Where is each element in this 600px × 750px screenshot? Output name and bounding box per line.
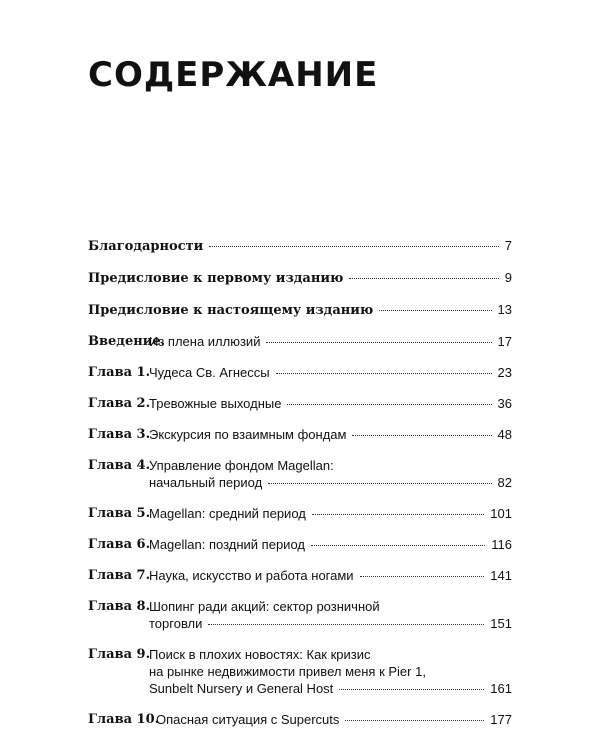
toc-page-number: 48 xyxy=(497,427,512,442)
toc-page-number: 17 xyxy=(497,334,512,349)
toc-entry-body xyxy=(149,505,512,522)
toc-entry-line xyxy=(149,646,512,663)
toc-entry-label: Глава 7. xyxy=(88,568,151,583)
dot-leader xyxy=(312,513,484,515)
page-title: СОДЕРЖАНИЕ xyxy=(88,55,379,95)
toc-entry-line xyxy=(149,615,512,632)
toc-entry xyxy=(88,598,512,632)
toc-entry-line xyxy=(149,333,512,350)
toc-entry xyxy=(88,333,512,350)
toc-entry-label: Глава 9. xyxy=(88,647,151,662)
dot-leader xyxy=(268,482,491,484)
toc-entry-line xyxy=(88,237,512,255)
toc-entry-line xyxy=(149,680,512,697)
toc-entry-label: Глава 3. xyxy=(88,427,151,442)
toc-entry-title: Управление фондом Magellan: xyxy=(149,458,334,473)
toc-entry xyxy=(88,646,512,697)
toc-entry-body xyxy=(149,333,512,350)
toc-entry-title: торговли xyxy=(149,616,203,631)
toc-page-number: 141 xyxy=(490,568,512,583)
dot-leader xyxy=(209,245,498,247)
toc-page-number: 7 xyxy=(504,238,512,253)
dot-leader xyxy=(339,688,484,690)
toc-page-number: 9 xyxy=(504,270,512,285)
toc-entry-title: Экскурсия по взаимным фондам xyxy=(149,427,347,442)
toc-entry-body xyxy=(149,536,512,553)
toc-entry-line xyxy=(149,536,512,553)
toc-entry-body xyxy=(149,395,512,412)
toc-entry-body xyxy=(88,237,512,255)
toc-entry-label: Введение. xyxy=(88,334,166,349)
toc-entry xyxy=(88,426,512,443)
toc-entry-title: начальный период xyxy=(149,475,263,490)
toc-entry-body xyxy=(149,598,512,632)
toc-entry-line xyxy=(149,457,512,474)
table-of-contents xyxy=(88,237,512,742)
dot-leader xyxy=(379,309,491,311)
toc-entry-line xyxy=(149,364,512,381)
toc-entry-line xyxy=(149,395,512,412)
toc-entry-title: Чудеса Св. Агнессы xyxy=(149,365,270,380)
dot-leader xyxy=(360,575,485,577)
toc-entry-title: Тревожные выходные xyxy=(149,396,282,411)
toc-entry-title: Из плена иллюзий xyxy=(149,334,261,349)
toc-entry xyxy=(88,711,512,728)
toc-entry-line xyxy=(156,711,512,728)
toc-entry-title: на рынке недвижимости привел меня к Pier 1, xyxy=(149,664,426,679)
toc-entry xyxy=(88,364,512,381)
dot-leader xyxy=(208,623,484,625)
toc-entry-body xyxy=(156,711,512,728)
toc-entry xyxy=(88,269,512,287)
toc-entry-body xyxy=(149,426,512,443)
toc-entry-body xyxy=(88,301,512,319)
dot-leader xyxy=(266,341,491,343)
toc-entry-label: Глава 4. xyxy=(88,458,151,473)
toc-entry-line xyxy=(149,505,512,522)
toc-page-number: 151 xyxy=(490,616,512,631)
toc-entry xyxy=(88,395,512,412)
toc-entry xyxy=(88,237,512,255)
dot-leader xyxy=(352,434,491,436)
toc-entry-label: Глава 5. xyxy=(88,506,151,521)
toc-entry-title: Благодарности xyxy=(88,239,204,254)
toc-entry xyxy=(88,567,512,584)
toc-entry-title: Предисловие к настоящему изданию xyxy=(88,303,374,318)
dot-leader xyxy=(287,403,491,405)
toc-entry-body xyxy=(88,269,512,287)
toc-page-number: 177 xyxy=(490,712,512,727)
toc-entry-line xyxy=(88,301,512,319)
dot-leader xyxy=(311,544,485,546)
toc-entry-body xyxy=(149,646,512,697)
toc-entry-title: Поиск в плохих новостях: Как кризис xyxy=(149,647,371,662)
toc-entry-title: Предисловие к первому изданию xyxy=(88,271,344,286)
toc-entry-body xyxy=(149,457,512,491)
toc-entry-line xyxy=(149,426,512,443)
toc-entry-label: Глава 2. xyxy=(88,396,151,411)
toc-entry-body xyxy=(149,567,512,584)
toc-page-number: 82 xyxy=(497,475,512,490)
toc-entry-title: Sunbelt Nursery и General Host xyxy=(149,681,334,696)
toc-page-number: 23 xyxy=(497,365,512,380)
toc-entry-title: Magellan: средний период xyxy=(149,506,306,521)
toc-page-number: 36 xyxy=(497,396,512,411)
dot-leader xyxy=(349,277,498,279)
toc-entry-label: Глава 1. xyxy=(88,365,151,380)
toc-page-number: 13 xyxy=(497,302,512,317)
toc-entry-title: Опасная ситуация с Supercuts xyxy=(156,712,340,727)
toc-entry-line xyxy=(149,663,512,680)
toc-entry-line xyxy=(149,598,512,615)
toc-entry-body xyxy=(149,364,512,381)
toc-entry-line xyxy=(88,269,512,287)
toc-page-number: 161 xyxy=(490,681,512,696)
toc-page-number: 101 xyxy=(490,506,512,521)
toc-entry xyxy=(88,505,512,522)
toc-entry-line xyxy=(149,567,512,584)
toc-entry-label: Глава 8. xyxy=(88,599,151,614)
toc-entry-title: Наука, искусство и работа ногами xyxy=(149,568,354,583)
dot-leader xyxy=(276,372,492,374)
toc-entry xyxy=(88,457,512,491)
toc-entry-line xyxy=(149,474,512,491)
dot-leader xyxy=(345,719,484,721)
toc-page-number: 116 xyxy=(491,537,512,552)
toc-entry xyxy=(88,536,512,553)
toc-entry-label: Глава 10. xyxy=(88,712,160,727)
toc-entry-title: Шопинг ради акций: сектор розничной xyxy=(149,599,380,614)
toc-entry-label: Глава 6. xyxy=(88,537,151,552)
toc-entry-title: Magellan: поздний период xyxy=(149,537,305,552)
toc-entry xyxy=(88,301,512,319)
